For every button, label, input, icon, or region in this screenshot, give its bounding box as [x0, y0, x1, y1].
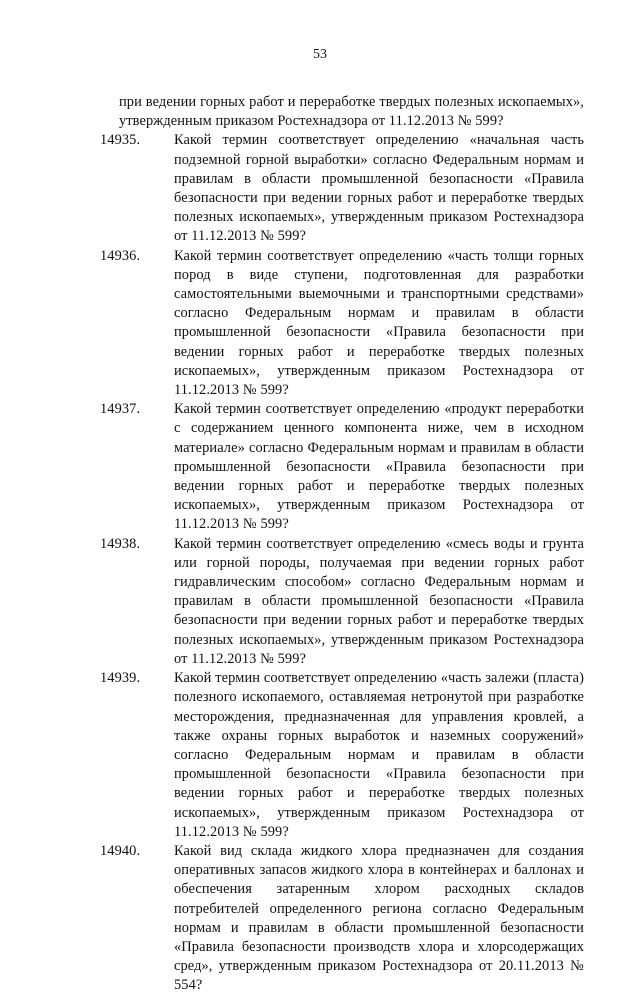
continued-question-text: при ведении горных работ и переработке твердых полезных ископаемых», утвержденным приказом Ростехнадзора от 11.12.2013 № 599? [119, 94, 584, 130]
question-number: 14940. [100, 842, 141, 859]
question-item [100, 131, 584, 246]
page-number: 53 [313, 47, 327, 62]
question-number: 14939. [100, 670, 141, 687]
question-text: Какой термин соответствует определению «смесь воды и грунта или горной породы, получаемая при ведении горных работ гидравлическим способом» согласно Федеральным нормам и правилам в области промышленной безопасности «Правила безопасности при ведении горных работ и переработке твердых полезных ископаемых», утвержденным приказом Ростехнадзора от 11.12.2013 № 599? [174, 535, 584, 667]
question-text: Какой вид склада жидкого хлора предназначен для создания оперативных запасов жидкого хлора в контейнерах и баллонах и обеспечения затаренным хлором расходных складов потребителей определенного региона согласно Федеральным нормам и правилам в области промышленной безопасности «Правила безопасности производств хлора и хлорсодержащих сред», утвержденным приказом Ростехнадзора от 20.11.2013 № 554? [174, 842, 584, 994]
question-item [100, 400, 584, 534]
question-number: 14937. [100, 401, 141, 418]
question-text: Какой термин соответствует определению «часть залежи (пласта) полезного ископаемого, оставляемая нетронутой при разработке месторождения, предназначенная для управления кровлей, а также охраны горных выработок и наземных сооружений» согласно Федеральным нормам и правилам в области промышленной безопасности «Правила безопасности при ведении горных работ и переработке твердых полезных ископаемых», утвержденным приказом Ростехнадзора от 11.12.2013 № 599? [174, 670, 584, 840]
question-number: 14938. [100, 535, 141, 552]
question-text: Какой термин соответствует определению «начальная часть подземной горной выработки» согласно Федеральным нормам и правилам в области промышленной безопасности «Правила безопасности при ведении горных работ и переработке твердых полезных ископаемых», утвержденным приказом Ростехнадзора от 11.12.2013 № 599? [174, 132, 584, 245]
page-content [100, 93, 584, 996]
question-item [100, 535, 584, 669]
question-number: 14935. [100, 132, 141, 149]
question-text: Какой термин соответствует определению «продукт переработки с содержанием ценного компонента ниже, чем в исходном материале» согласно Федеральным нормам и правилам в области промышленной безопасности «Правила безопасности при ведении горных работ и переработке твердых полезных ископаемых», утвержденным приказом Ростехнадзора от 11.12.2013 № 599? [174, 401, 584, 533]
question-item [100, 247, 584, 401]
question-item [100, 669, 584, 842]
question-number: 14936. [100, 247, 141, 264]
question-text: Какой термин соответствует определению «часть толщи горных пород в виде ступени, подготовленная для разработки самостоятельными выемочными и транспортными средствами» согласно Федеральным нормам и правилам в области промышленной безопасности «Правила безопасности при ведении горных работ и переработке твердых полезных ископаемых», утвержденным приказом Ростехнадзора от 11.12.2013 № 599? [174, 247, 584, 399]
question-item [100, 842, 584, 996]
